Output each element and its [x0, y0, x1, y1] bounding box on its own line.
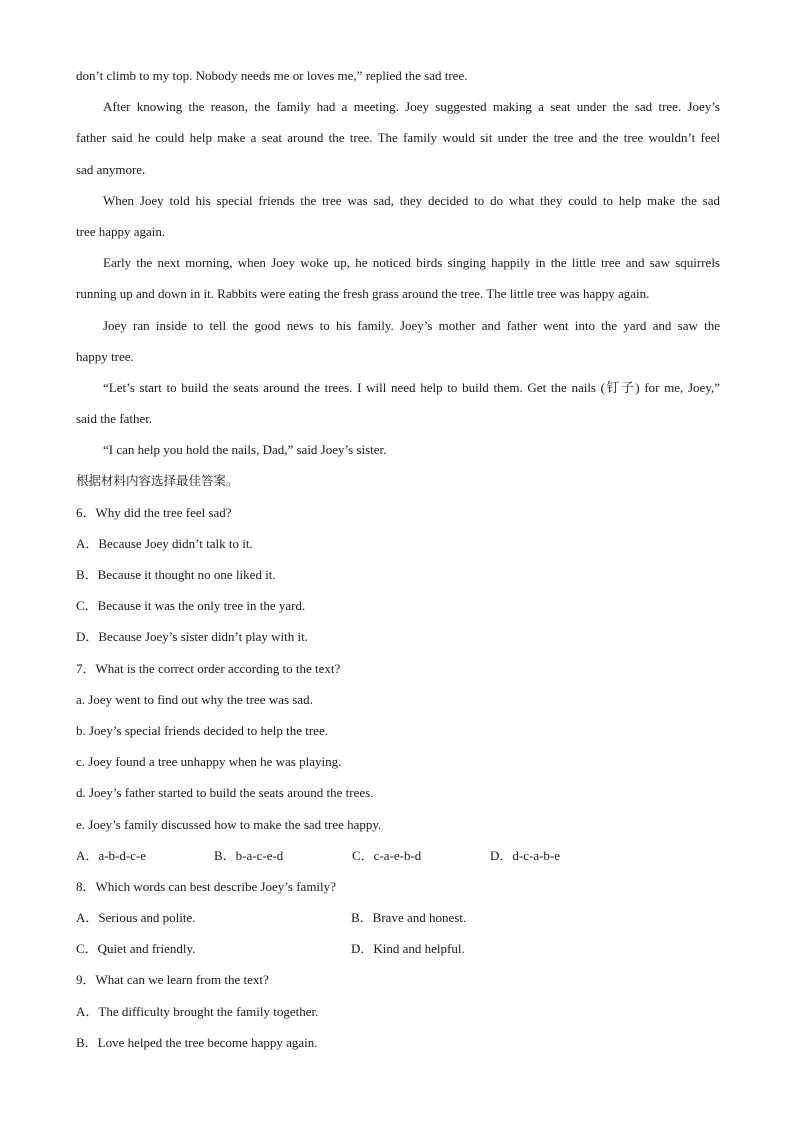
answer-options-row: [76, 937, 720, 968]
answer-option: D．Because Joey’s sister didn’t play with it.: [76, 629, 308, 645]
passage-line: father said he could help make a seat around the tree. The family would sit under the tree and the tree wouldn’t feel: [76, 130, 720, 146]
question-stem: 7．What is the correct order according to the text?: [76, 660, 341, 676]
event-item: b. Joey’s special friends decided to help the tree.: [76, 722, 328, 738]
answer-option: A．Because Joey didn’t talk to it.: [76, 535, 253, 551]
answer-option: A．The difficulty brought the family together.: [76, 1003, 319, 1019]
instruction-text: 根据材料内容选择最佳答案。: [76, 473, 239, 489]
answer-option: B．Because it thought no one liked it.: [76, 567, 276, 582]
answer-option: B．Brave and honest.: [351, 910, 467, 926]
passage-line: said the father.: [76, 411, 153, 427]
passage-line: running up and down in it. Rabbits were eating the fresh grass around the tree. The little tree was happy again.: [76, 286, 650, 302]
document-page: [76, 64, 720, 1062]
event-item: e. Joey’s family discussed how to make the sad tree happy.: [76, 816, 382, 832]
passage-line: When Joey told his special friends the tree was sad, they decided to do what they could to help make the sad: [103, 192, 720, 208]
passage: [76, 64, 720, 469]
event-item: a. Joey went to find out why the tree was sad.: [76, 691, 313, 707]
event-item: d. Joey’s father started to build the seats around the trees.: [76, 785, 374, 801]
question-stem: 8．Which words can best describe Joey’s family?: [76, 878, 336, 894]
answer-option: A．a-b-d-c-e: [76, 847, 147, 863]
answer-option: A．Serious and polite.: [76, 910, 196, 926]
answer-option: C．Because it was the only tree in the yard.: [76, 598, 306, 614]
question-stem: 9．What can we learn from the text?: [76, 972, 269, 988]
answer-option: D．d-c-a-b-e: [490, 847, 561, 863]
question-9: [76, 968, 720, 1062]
answer-option: C．c-a-e-b-d: [352, 847, 422, 863]
answer-options-row: [76, 906, 720, 937]
answer-option: D．Kind and helpful.: [351, 941, 465, 957]
answer-option: B．b-a-c-e-d: [214, 847, 284, 863]
passage-line: sad anymore.: [76, 161, 146, 177]
answer-options-row: [76, 844, 720, 875]
event-item: c. Joey found a tree unhappy when he was playing.: [76, 754, 342, 770]
question-6: [76, 501, 720, 657]
passage-line: Joey ran inside to tell the good news to his family. Joey’s mother and father went into the yard and saw the: [103, 317, 720, 333]
passage-line: tree happy again.: [76, 223, 166, 239]
passage-line: “Let’s start to build the seats around the trees. I will need help to build them. Get the nails (钉子) for me, Joey,”: [103, 379, 720, 395]
question-7: [76, 657, 720, 875]
passage-line: Early the next morning, when Joey woke up, he noticed birds singing happily in the little tree and saw squirrels: [103, 255, 720, 271]
passage-line: After knowing the reason, the family had a meeting. Joey suggested making a seat under the sad tree. Joey’s: [103, 99, 720, 115]
question-8: [76, 875, 720, 969]
answer-option: C．Quiet and friendly.: [76, 941, 196, 957]
answer-option: B．Love helped the tree become happy again.: [76, 1034, 318, 1050]
passage-line: happy tree.: [76, 348, 134, 364]
passage-line: “I can help you hold the nails, Dad,” said Joey’s sister.: [103, 442, 387, 458]
question-stem: 6．Why did the tree feel sad?: [76, 504, 232, 520]
passage-line: don’t climb to my top. Nobody needs me or loves me,” replied the sad tree.: [76, 68, 468, 83]
